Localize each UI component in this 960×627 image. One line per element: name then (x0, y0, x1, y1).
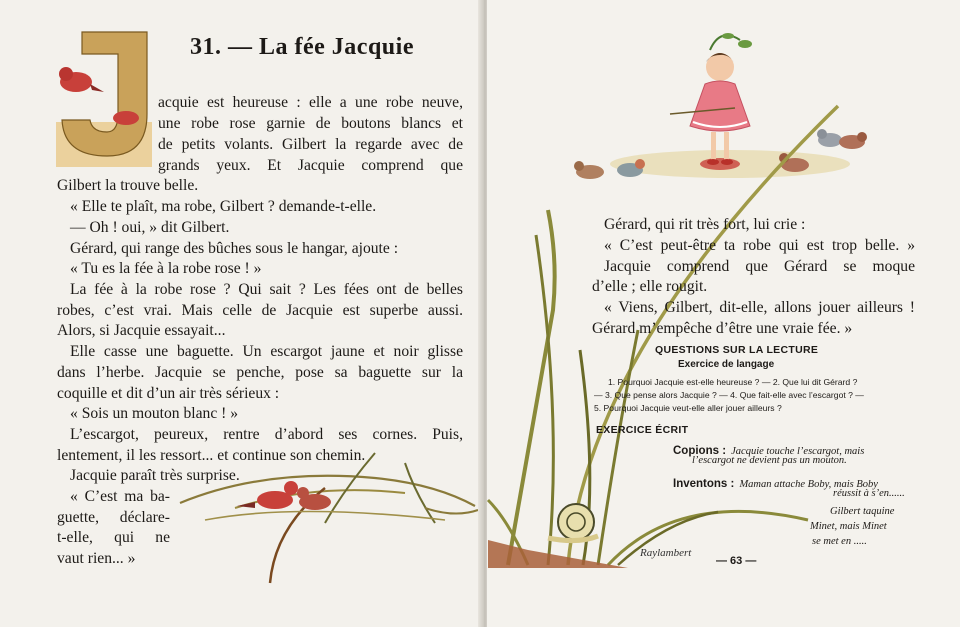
inventons-text: Maman attache Boby, mais Boby (739, 479, 878, 490)
text-line: guette, déclare- (57, 509, 170, 526)
text-line: robes, c’est vrai. Mais celle de Jacquie est superbe aussi. (57, 302, 463, 319)
text-line: Gérard, qui range des bûches sous le hangar, ajoute : (70, 240, 399, 257)
exercise-title: EXERCICE ÉCRIT (596, 424, 689, 436)
text-line: « Elle te plaît, ma robe, Gilbert ? demande-t-elle. (70, 198, 377, 215)
text-line: acquie est heureuse : elle a une robe neuve, (158, 94, 463, 111)
question-line: — 3. Que pense alors Jacquie ? — 4. Que fait-elle avec l’escargot ? — (594, 390, 864, 400)
red-bird-icon (237, 481, 298, 509)
text-line: coquille et dit d’un air très sérieux : (57, 385, 280, 402)
text-line: — Oh ! oui, » dit Gilbert. (70, 219, 230, 236)
copions-text: l’escargot ne devient pas un mouton. (692, 455, 847, 466)
inventons-label: Inventons : (673, 478, 735, 490)
text-line: « Tu es la fée à la robe rose ! » (70, 260, 262, 277)
copions-label: Copions : (673, 445, 727, 457)
illustrator-signature: Raylambert (640, 547, 692, 559)
text-line: vaut rien... » (57, 550, 136, 567)
text-line: Elle casse une baguette. Un escargot jaune et noir glisse (70, 343, 463, 360)
question-line: 5. Pourquoi Jacquie veut-elle aller jouer ailleurs ? (594, 403, 782, 413)
text-line: d’elle ; elle rougit. (592, 278, 708, 295)
text-line: « Sois un mouton blanc ! » (70, 405, 239, 422)
page-number: — 63 — (716, 555, 757, 567)
text-line: dans l’herbe. Jacquie se penche, pose sa baguette sur la (57, 364, 463, 381)
text-line: « Viens, Gilbert, dit-elle, allons jouer ailleurs ! (604, 299, 915, 316)
bird-on-letter-icon (59, 67, 104, 92)
sparrow-icon (817, 129, 842, 147)
text-line: de petits volants. Gilbert la regarde avec de (158, 136, 463, 153)
question-line: 1. Pourquoi Jacquie est-elle heureuse ? — 2. Que lui dit Gérard ? (608, 377, 858, 387)
text-line: lentement, il les ressort... et continue son chemin. (57, 447, 366, 464)
text-line: Gilbert la trouve belle. (57, 177, 199, 194)
text-line: Alors, si Jacquie essayait... (57, 322, 226, 339)
questions-subtitle: Exercice de langage (678, 359, 775, 370)
text-line: grands yeux. Et Jacquie comprend que (158, 157, 463, 174)
text-line: Jacquie comprend que Gérard se moque (604, 258, 915, 275)
text-line: Jacquie paraît très surprise. (70, 467, 240, 484)
inventons-text: réussit à s’en...... (833, 488, 905, 499)
chapter-title: 31. — La fée Jacquie (190, 34, 414, 60)
text-line: « C’est ma ba- (70, 488, 170, 505)
text-line: L’escargot, peureux, rentre d’abord ses cornes. Puis, (70, 426, 463, 443)
copions-text: Jacquie touche l’escargot, mais (731, 446, 865, 457)
text-line: « C’est peut-être ta robe qui est trop belle. » (604, 237, 915, 254)
sparrow-icon (839, 132, 867, 149)
text-line: La fée à la robe rose ? Qui sait ? Les fées ont de belles (70, 281, 463, 298)
exercise-extra: se met en ..... (812, 536, 867, 547)
text-line: t-elle, qui ne (57, 529, 170, 546)
text-line: Gérard m’empêche d’être une vraie fée. » (592, 320, 853, 337)
exercise-extra: Minet, mais Minet (810, 521, 887, 532)
text-line: Gérard, qui rit très fort, lui crie : (604, 216, 806, 233)
text-line: une robe rose garnie de boutons blancs et (158, 115, 463, 132)
questions-title: QUESTIONS SUR LA LECTURE (655, 344, 819, 356)
grass-birds-illustration (175, 448, 480, 588)
exercise-extra: Gilbert taquine (830, 506, 895, 517)
dropcap-illustration (52, 32, 152, 167)
